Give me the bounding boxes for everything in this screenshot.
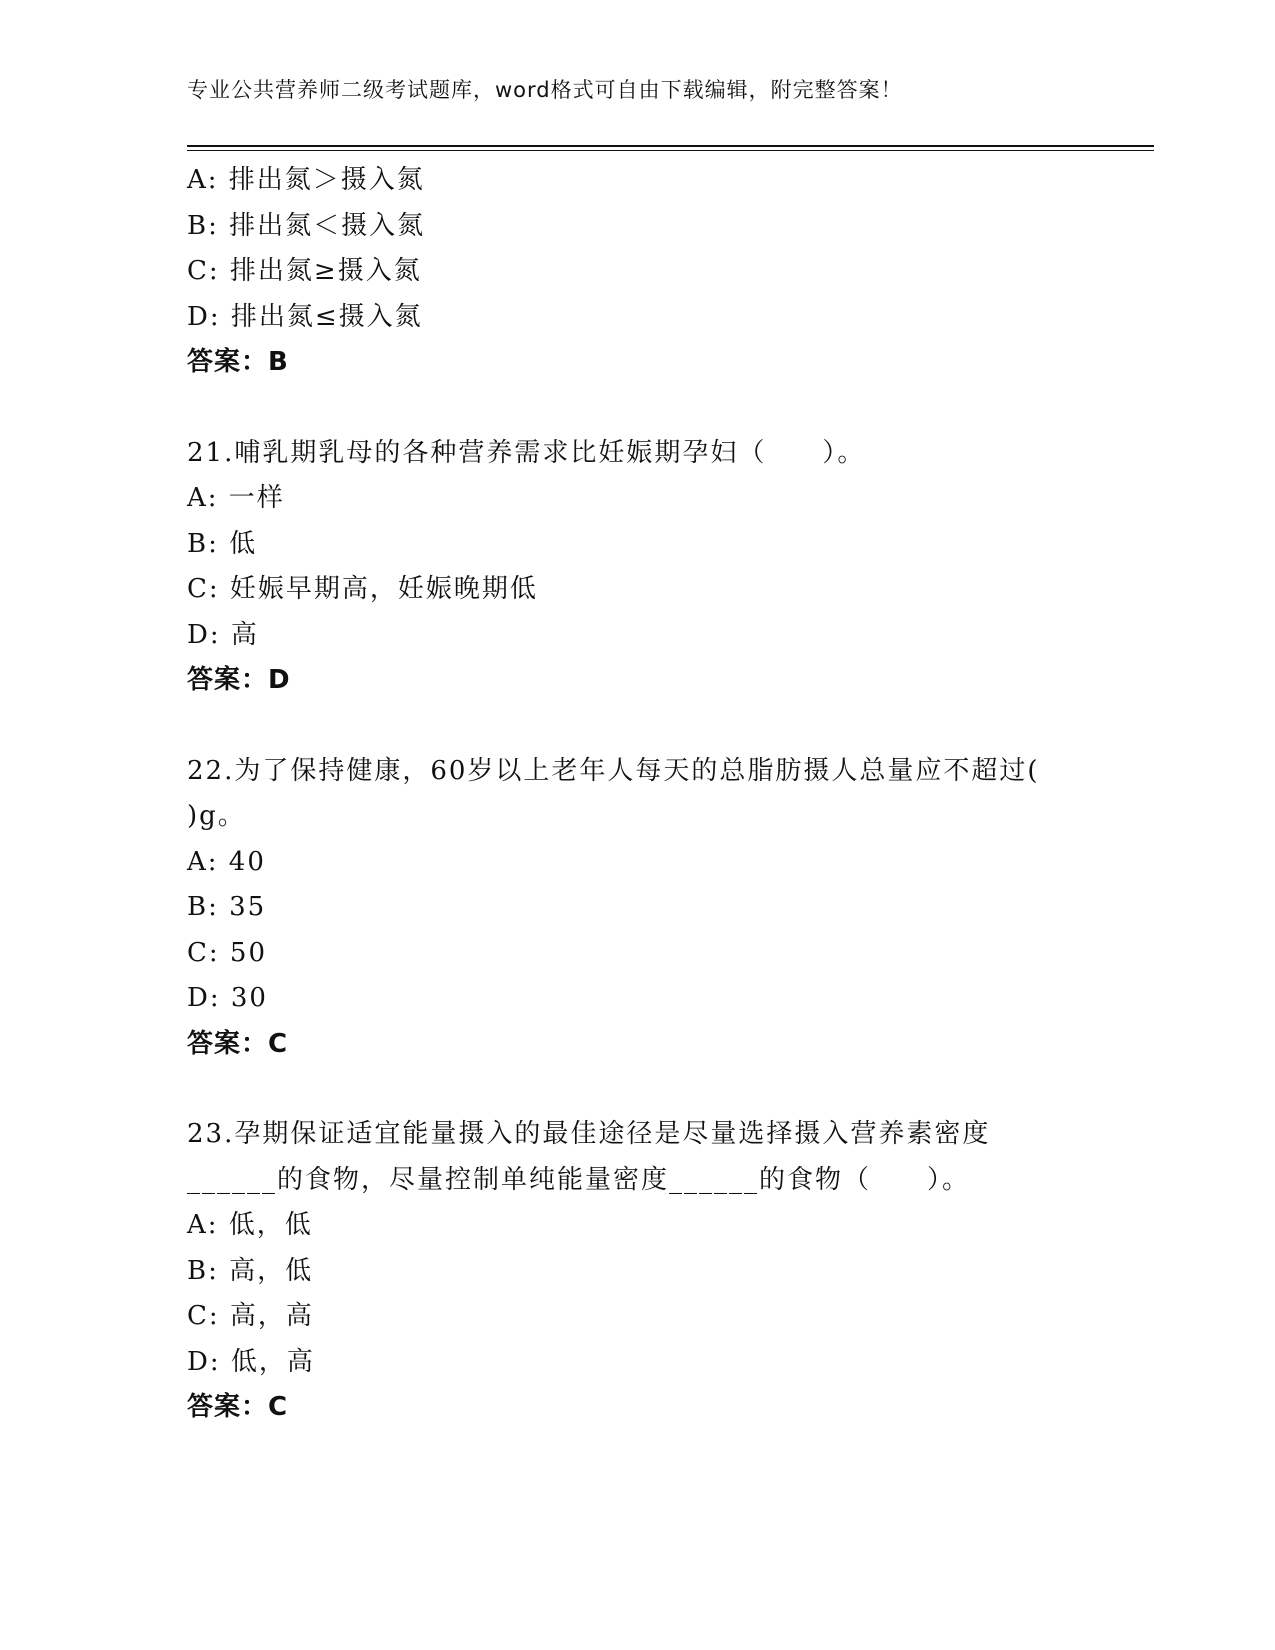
option-b: B: 35 — [187, 892, 267, 922]
question-stem: 23.孕期保证适宜能量摄入的最佳途径是尽量选择摄入营养素密度 — [187, 1119, 991, 1149]
answer-line: 答案：B — [187, 347, 289, 377]
answer-line: 答案：D — [187, 665, 291, 695]
option-d: D: 30 — [187, 983, 268, 1013]
option-a: A: 一样 — [187, 483, 285, 513]
option-c: C: 排出氮≥摄入氮 — [187, 256, 422, 286]
document-header: 专业公共营养师二级考试题库，word格式可自由下载编辑，附完整答案！ — [187, 78, 903, 102]
option-c: C: 50 — [187, 937, 268, 968]
question-block-prev — [187, 158, 1087, 386]
question-block-22 — [187, 749, 1087, 1068]
option-a: A: 40 — [187, 846, 266, 877]
question-stem: 21.哺乳期乳母的各种营养需求比妊娠期孕妇（ ）。 — [187, 437, 866, 468]
option-b: B: 排出氮＜摄入氮 — [187, 210, 426, 241]
option-d: D: 高 — [187, 619, 259, 650]
question-stem-cont: ______的食物，尽量控制单纯能量密度______的食物（ ）。 — [187, 1164, 971, 1195]
question-list — [187, 158, 1087, 1431]
answer-line: 答案：C — [187, 1028, 289, 1059]
option-b: B: 高，低 — [187, 1255, 314, 1286]
option-d: D: 低，高 — [187, 1346, 315, 1377]
question-block-23 — [187, 1112, 1087, 1431]
option-b: B: 低 — [187, 528, 258, 559]
option-c: C: 高，高 — [187, 1301, 314, 1331]
answer-line: 答案：C — [187, 1392, 289, 1422]
option-d: D: 排出氮≤摄入氮 — [187, 301, 423, 332]
question-stem: 22.为了保持健康，60岁以上老年人每天的总脂肪摄人总量应不超过( — [187, 755, 1040, 786]
option-a: A: 低，低 — [187, 1210, 313, 1240]
header-divider-thick — [187, 145, 1154, 147]
header-divider-thin — [187, 150, 1154, 151]
question-block-21 — [187, 431, 1087, 704]
question-stem-cont: )g。 — [187, 801, 246, 831]
option-a: A: 排出氮＞摄入氮 — [187, 165, 425, 195]
option-c: C: 妊娠早期高，妊娠晚期低 — [187, 574, 538, 604]
